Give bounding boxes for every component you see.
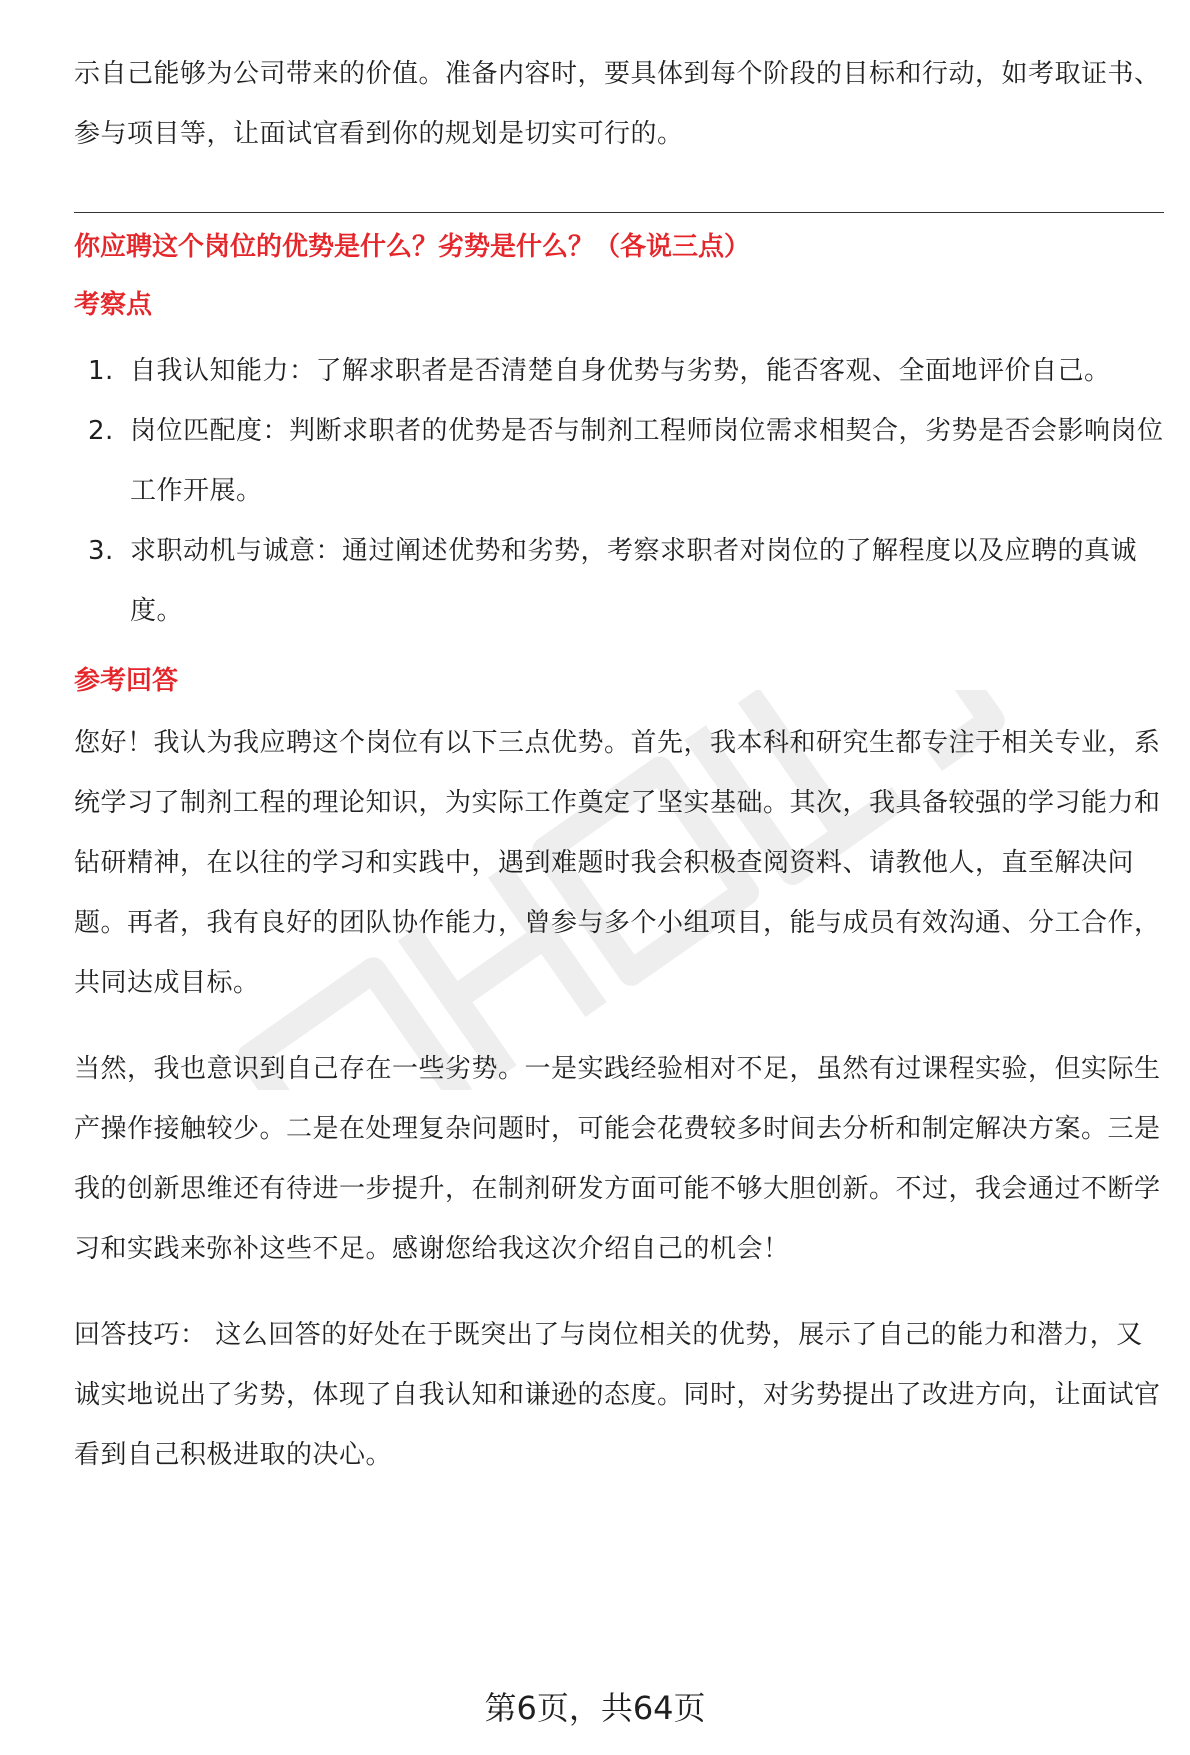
list-item-number: 1. — [88, 356, 114, 386]
intro-paragraph: 示自己能够为公司带来的价值。准备内容时，要具体到每个阶段的目标和行动，如考取证书、参与项目等，让面试官看到你的规划是切实可行的。 — [74, 59, 1161, 149]
list-item-text: 自我认知能力：了解求职者是否清楚自身优势与劣势，能否客观、全面地评价自己。 — [130, 356, 1111, 386]
list-item-text: 求职动机与诚意：通过阐述优势和劣势，考察求职者对岗位的了解程度以及应聘的真诚度。 — [130, 536, 1138, 626]
list-item — [74, 401, 1164, 521]
answer-tip: 回答技巧： 这么回答的好处在于既突出了与岗位相关的优势，展示了自己的能力和潜力，又诚实地说出了劣势，体现了自我认知和谦逊的态度。同时，对劣势提出了改进方向，让面试官看到自己积极进取的决心。 — [74, 1320, 1161, 1470]
list-item — [74, 341, 1164, 401]
list-item-number: 3. — [88, 536, 114, 566]
answer-paragraph-2: 当然，我也意识到自己存在一些劣势。一是实践经验相对不足，虽然有过课程实验，但实际生产操作接触较少。二是在处理复杂问题时，可能会花费较多时间去分析和制定解决方案。三是我的创新思维还有待进一步提升，在制剂研发方面可能不够大胆创新。不过，我会通过不断学习和实践来弥补这些不足。感谢您给我这次介绍自己的机会！ — [74, 1054, 1161, 1264]
list-item-number: 2. — [88, 416, 114, 446]
answer-paragraph-1: 您好！我认为我应聘这个岗位有以下三点优势。首先，我本科和研究生都专注于相关专业，系统学习了制剂工程的理论知识，为实际工作奠定了坚实基础。其次，我具备较强的学习能力和钻研精神，在以往的学习和实践中，遇到难题时我会积极查阅资料、请教他人，直至解决问题。再者，我有良好的团队协作能力，曾参与多个小组项目，能与成员有效沟通、分工合作，共同达成目标。 — [74, 728, 1161, 998]
kaochadian-heading: 考察点 — [74, 290, 153, 320]
kaochadian-list — [74, 341, 1164, 641]
page-footer: 第6页，共64页 — [484, 1689, 706, 1727]
section-divider — [74, 212, 1164, 213]
document-content — [74, 44, 1164, 1485]
list-item-text: 岗位匹配度：判断求职者的优势是否与制剂工程师岗位需求相契合，劣势是否会影响岗位工作开展。 — [130, 416, 1164, 506]
list-item — [74, 521, 1164, 641]
answer-heading: 参考回答 — [74, 666, 179, 696]
question-title: 你应聘这个岗位的优势是什么？劣势是什么？（各说三点） — [74, 232, 751, 262]
